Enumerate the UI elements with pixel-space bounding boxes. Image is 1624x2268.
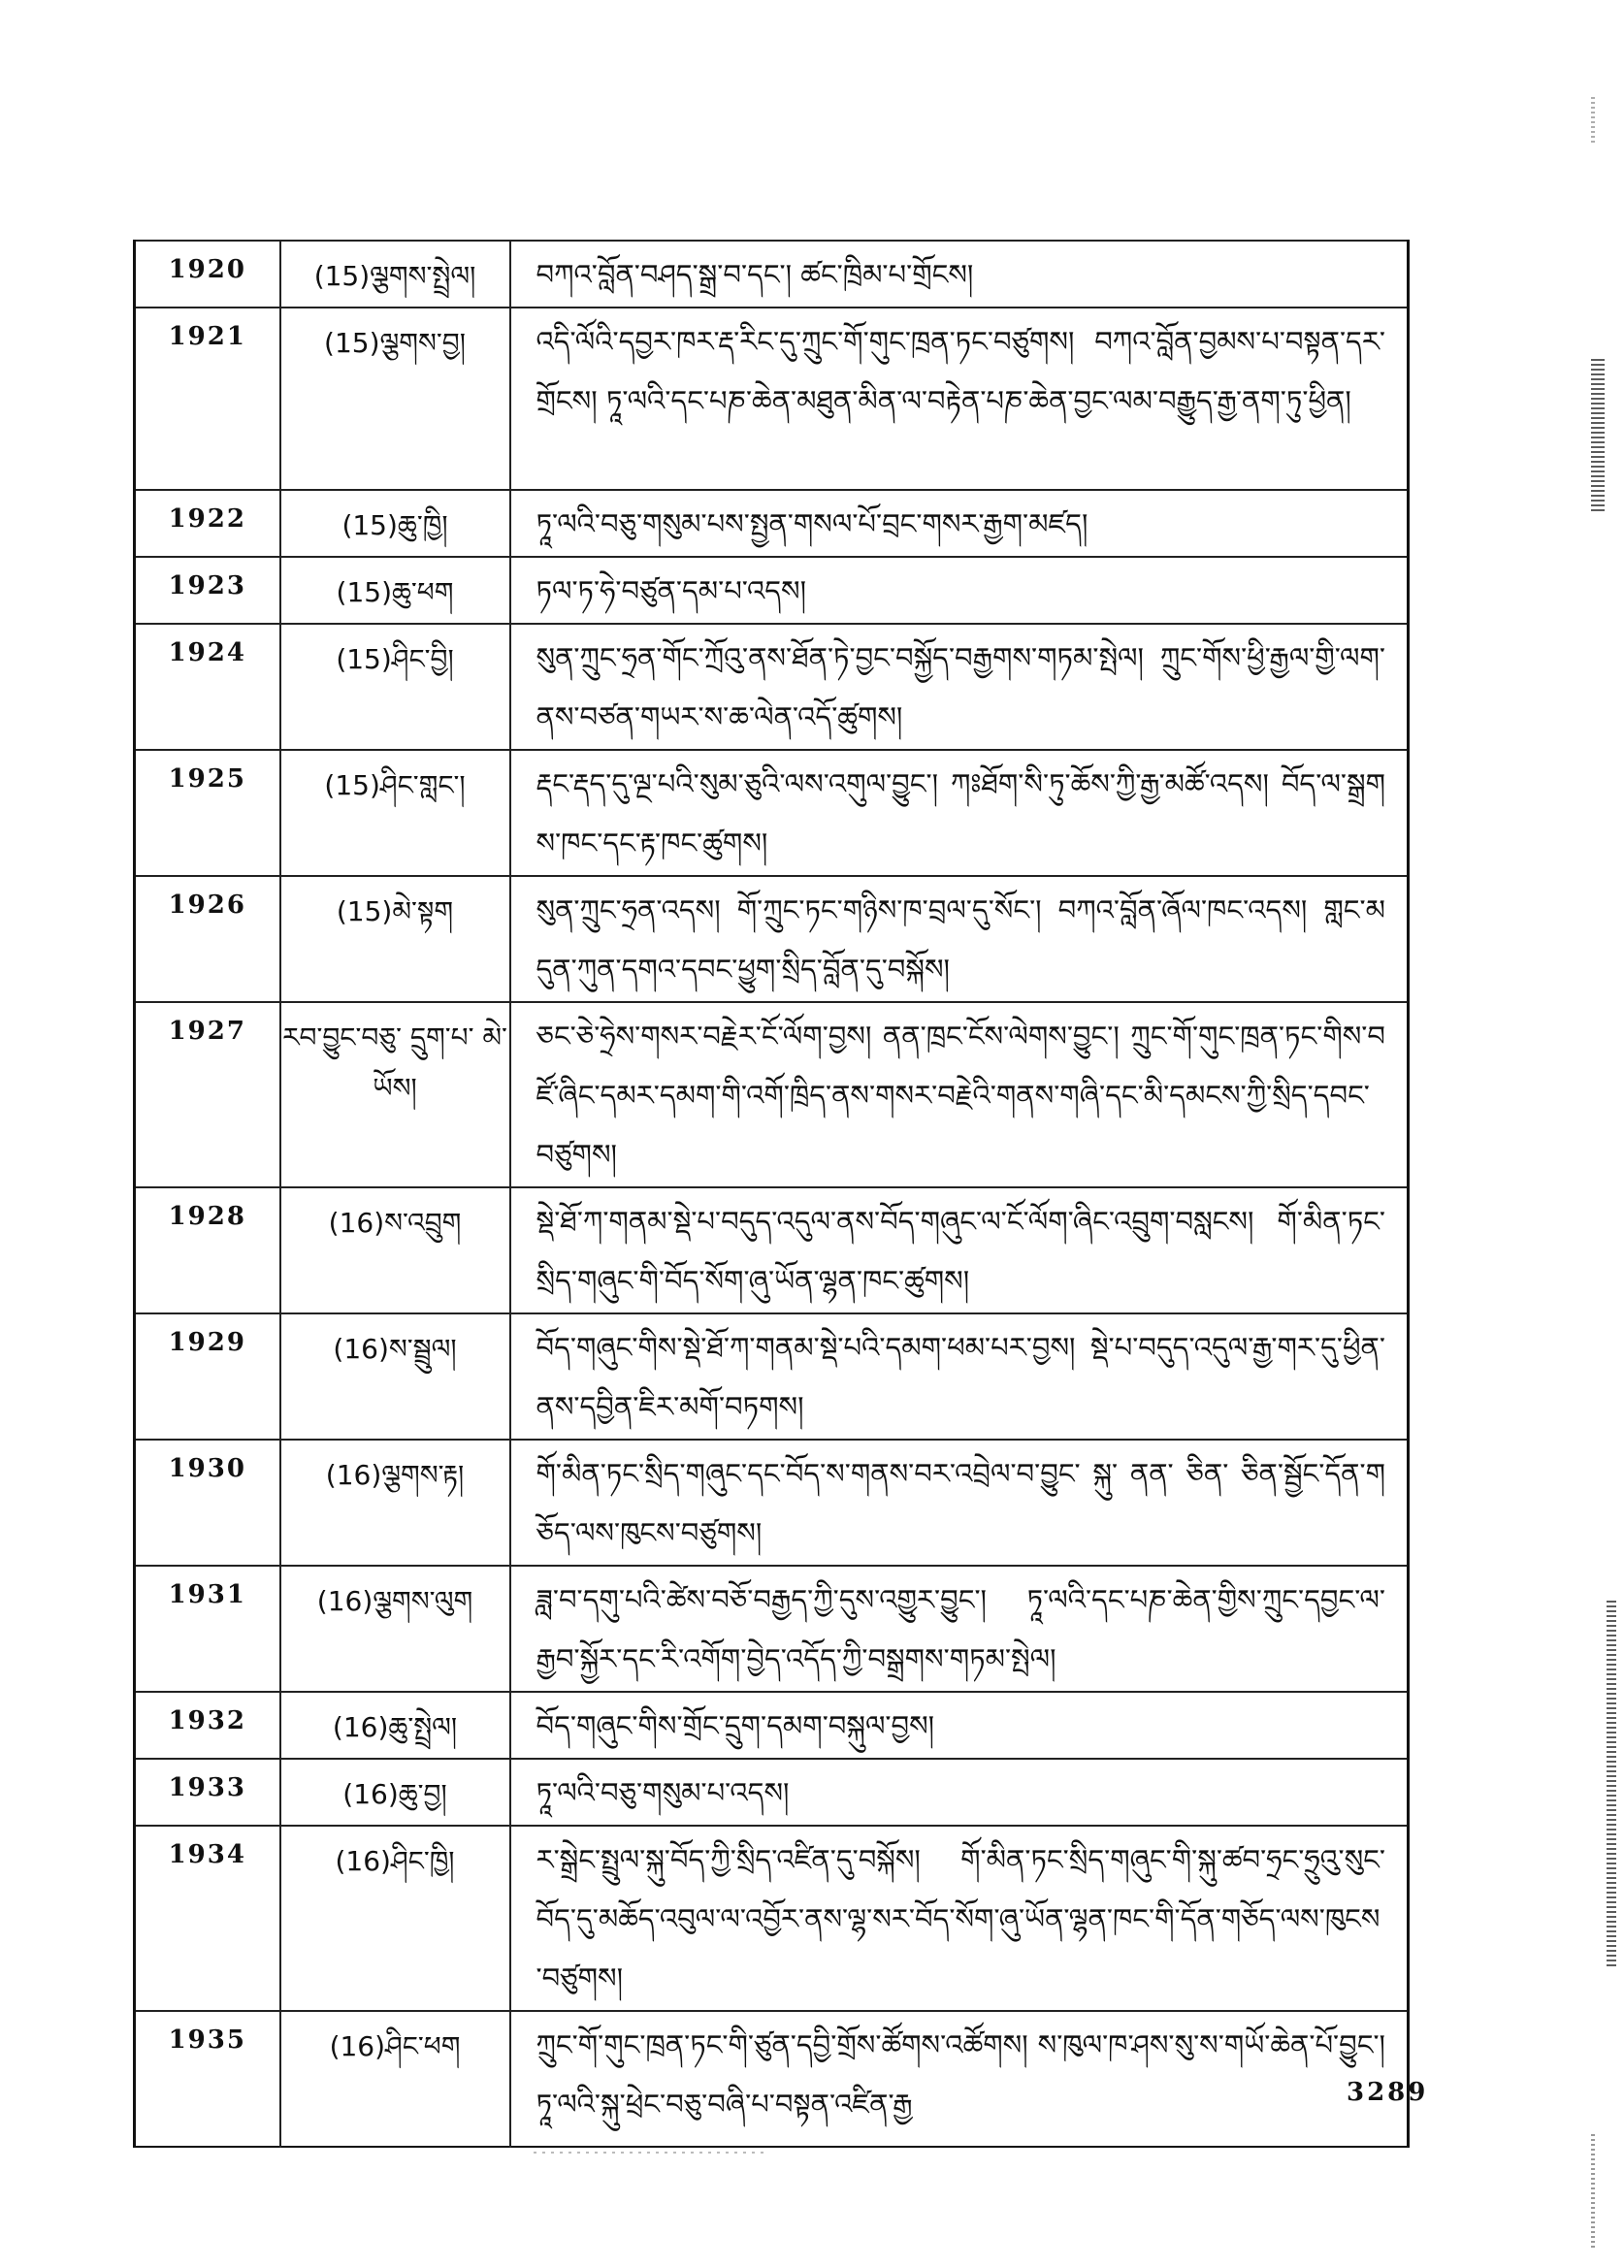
cycle-cell: (16)ཤིང་ཁྱི། — [280, 1826, 510, 2011]
cycle-cell: (15)ལྕགས་སྤྲེལ། — [280, 241, 510, 308]
year-cell: 1925 — [135, 750, 280, 876]
year-cell: 1923 — [135, 557, 280, 624]
year-cell: 1921 — [135, 308, 280, 490]
cycle-cell: (16)ཆུ་བྱ། — [280, 1759, 510, 1826]
cycle-cell: རབ་བྱུང་བཅུ་ དྲུག་པ་ མེ་ཡོས། — [280, 1002, 510, 1187]
cycle-cell: (16)ལྕགས་རྟ། — [280, 1440, 510, 1566]
year-cell: 1935 — [135, 2011, 280, 2147]
cycle-cell: (15)མེ་སྟག — [280, 876, 510, 1002]
cycle-cell: (16)ལྕགས་ལུག — [280, 1566, 510, 1692]
event-cell: སུན་ཀྲུང་ཧྲན་གོང་ཀྲོའུ་ནས་ཐོན་ཏེ་བྱང་བསྐྱོད་བརྒྱགས་གཏམ་སྤེལ། ཀྲུང་གོས་ཕྱི་རྒྱལ་གྱི་ལག་ནས་བཙན་གཡར་ས་ཆ་ལེན་འདོ་ཚུགས། — [510, 624, 1409, 750]
year-cell: 1926 — [135, 876, 280, 1002]
table-row — [135, 1759, 1409, 1826]
year-cell: 1934 — [135, 1826, 280, 2011]
year-cell: 1924 — [135, 624, 280, 750]
event-cell: བོད་གཞུང་གིས་སྡེ་ཐོ་ཀ་གནམ་སྡེ་པའི་དམག་ཕམ་པར་བྱས། སྡེ་པ་བདུད་འདུལ་རྒྱ་གར་དུ་ཕྱིན་ནས་དབྱིན་ཇིར་མགོ་བཏགས། — [510, 1313, 1409, 1440]
year-cell: 1933 — [135, 1759, 280, 1826]
event-cell: བཀའ་བློན་བཤད་སྒྲ་བ་དང་། ཚང་ཁྲིམ་པ་གྲོངས། — [510, 241, 1409, 308]
cycle-cell: (15)ཆུ་ཕག — [280, 557, 510, 624]
event-cell: འདི་ལོའི་དབྱར་ཁར་རྡ་རིང་དུ་ཀྲུང་གོ་གུང་ཁྲན་ཏང་བཙུགས། བཀའ་བློན་བྱམས་པ་བསྟན་དར་གྲོངས། ཏཱ་ལའི་དང་པཎ་ཆེན་མཐུན་མིན་ལ་བརྟེན་པཎ་ཆེན་བྱང་ལམ་བརྒྱུད་རྒྱ་ནག་ཏུ་ཕྱིན། — [510, 308, 1409, 490]
cycle-cell: (16)ཆུ་སྤྲེལ། — [280, 1692, 510, 1759]
event-cell: སུན་ཀྲུང་ཧྲན་འདས། གོ་ཀྲུང་ཏང་གཉིས་ཁ་བྲལ་དུ་སོང་། བཀའ་བློན་ཞོལ་ཁང་འདས། གླང་མདུན་ཀུན་དགའ་དབང་ཕྱུག་སྲིད་བློན་དུ་བསྐོས། — [510, 876, 1409, 1002]
event-cell: སྡེ་ཐོ་ཀ་གནམ་སྡེ་པ་བདུད་འདུལ་ནས་བོད་གཞུང་ལ་ངོ་ལོག་ཞིང་འབྲུག་བསླངས། གོ་མིན་ཏང་སྲིད་གཞུང་གི་བོད་སོག་ཞུ་ཡོན་ལྷན་ཁང་ཚུགས། — [510, 1187, 1409, 1313]
cycle-cell: (16)ཤིང་ཕག — [280, 2011, 510, 2147]
scan-edge-mark — [1591, 359, 1605, 514]
year-cell: 1927 — [135, 1002, 280, 1187]
event-cell: ཏཱ་ལའི་བཅུ་གསུམ་པས་སྤྱན་གསལ་པོ་བྲང་གསར་རྒྱག་མཛད། — [510, 490, 1409, 557]
scan-edge-mark — [1607, 1601, 1616, 1969]
scan-dotted-line — [534, 2152, 766, 2154]
table-row — [135, 241, 1409, 308]
scan-edge-mark — [1591, 97, 1595, 146]
table-row — [135, 624, 1409, 750]
year-cell: 1922 — [135, 490, 280, 557]
event-cell: ཅང་ཅེ་ཧྲེས་གསར་བརྗེར་ངོ་ལོག་བྱས། ནན་ཁྲང་ངོས་ལེགས་བྱུང་། ཀྲུང་གོ་གུང་ཁྲན་ཏང་གིས་བཛོ་ཞིང་དམར་དམག་གི་འགོ་ཁྲིད་ནས་གསར་བརྗེའི་གནས་གཞི་དང་མི་དམངས་ཀྱི་སྲིད་དབང་བཙུགས། — [510, 1002, 1409, 1187]
table-row — [135, 490, 1409, 557]
table-row — [135, 1187, 1409, 1313]
page-number: 3289 — [1347, 2078, 1429, 2107]
year-cell: 1930 — [135, 1440, 280, 1566]
event-cell: གོ་མིན་ཏང་སྲིད་གཞུང་དང་བོད་ས་གནས་བར་འབྲེལ་བ་བྱུང་ སྐུ་ ནན་ ཅིན་ ཅིན་སྦྱོང་དོན་གཅོད་ལས་ཁུངས་བཙུགས། — [510, 1440, 1409, 1566]
table-row — [135, 1826, 1409, 2011]
cycle-cell: (15)ཤིང་བྱི། — [280, 624, 510, 750]
year-cell: 1920 — [135, 241, 280, 308]
table-row — [135, 1440, 1409, 1566]
event-cell: ཏལ་ཏ་ཧེ་བཙུན་དམ་པ་འདས། — [510, 557, 1409, 624]
table-row — [135, 2011, 1409, 2147]
year-cell: 1929 — [135, 1313, 280, 1440]
cycle-cell: (15)ལྕགས་བྱ། — [280, 308, 510, 490]
table-row — [135, 557, 1409, 624]
cycle-cell: (16)ས་འབྲུག — [280, 1187, 510, 1313]
cycle-cell: (15)ཤིང་གླང་། — [280, 750, 510, 876]
event-cell: ཏཱ་ལའི་བཅུ་གསུམ་པ་འདས། — [510, 1759, 1409, 1826]
table-row — [135, 308, 1409, 490]
table-row — [135, 1566, 1409, 1692]
chronology-table — [133, 240, 1410, 2148]
table-row — [135, 1002, 1409, 1187]
year-cell: 1932 — [135, 1692, 280, 1759]
event-cell: རྡང་རྡད་དུ་ལྔ་པའི་སུམ་ཅུའི་ལས་འགུལ་བྱུང་། ཀཿཐོག་སི་ཏུ་ཆོས་ཀྱི་རྒྱ་མཚོ་འདས། བོད་ལ་སྒྲགས་ཁང་དང་རྟ་ཁང་ཚུགས། — [510, 750, 1409, 876]
table-row — [135, 876, 1409, 1002]
table-row — [135, 1692, 1409, 1759]
event-cell: ཀྲུང་གོ་གུང་ཁྲན་ཏང་གི་ཙུན་དབྱི་གྲོས་ཚོགས་འཚོགས། ས་ཁུལ་ཁ་ཤས་སུ་ས་གཡོ་ཆེན་པོ་བྱུང་། ཏཱ་ལའི་སྐུ་ཕྲེང་བཅུ་བཞི་པ་བསྟན་འཛིན་རྒྱ — [510, 2011, 1409, 2147]
cycle-cell: (16)ས་སྦྲུལ། — [280, 1313, 510, 1440]
event-cell: ཟླ་བ་དགུ་པའི་ཚེས་བཅོ་བརྒྱད་ཀྱི་དུས་འགྱུར་བྱུང་། ཏཱ་ལའི་དང་པཎ་ཆེན་གྱིས་ཀྲུང་དབྱང་ལ་རྒྱབ་སྐྱོར་དང་རི་འགོག་བྱེད་འདོད་ཀྱི་བསྒྲགས་གཏམ་སྤེལ། — [510, 1566, 1409, 1692]
table-row — [135, 1313, 1409, 1440]
scan-edge-mark — [1591, 2134, 1595, 2251]
event-cell: ར་སྒྲེང་སྤྲུལ་སྐུ་བོད་ཀྱི་སྲིད་འཛིན་དུ་བསྐོས། གོ་མིན་ཏང་སྲིད་གཞུང་གི་སྐུ་ཚབ་ཧྲང་ཧྲུའུ་སུང་བོད་དུ་མཆོད་འབུལ་ལ་འབྱོར་ནས་ལྷ་སར་བོད་སོག་ཞུ་ཡོན་ལྷན་ཁང་གི་དོན་གཅོད་ལས་ཁུངས་བཙུགས། — [510, 1826, 1409, 2011]
event-cell: བོད་གཞུང་གིས་གྲོང་དྲུག་དམག་བསྐུལ་བྱས། — [510, 1692, 1409, 1759]
year-cell: 1931 — [135, 1566, 280, 1692]
table-row — [135, 750, 1409, 876]
year-cell: 1928 — [135, 1187, 280, 1313]
cycle-cell: (15)ཆུ་ཁྱི། — [280, 490, 510, 557]
